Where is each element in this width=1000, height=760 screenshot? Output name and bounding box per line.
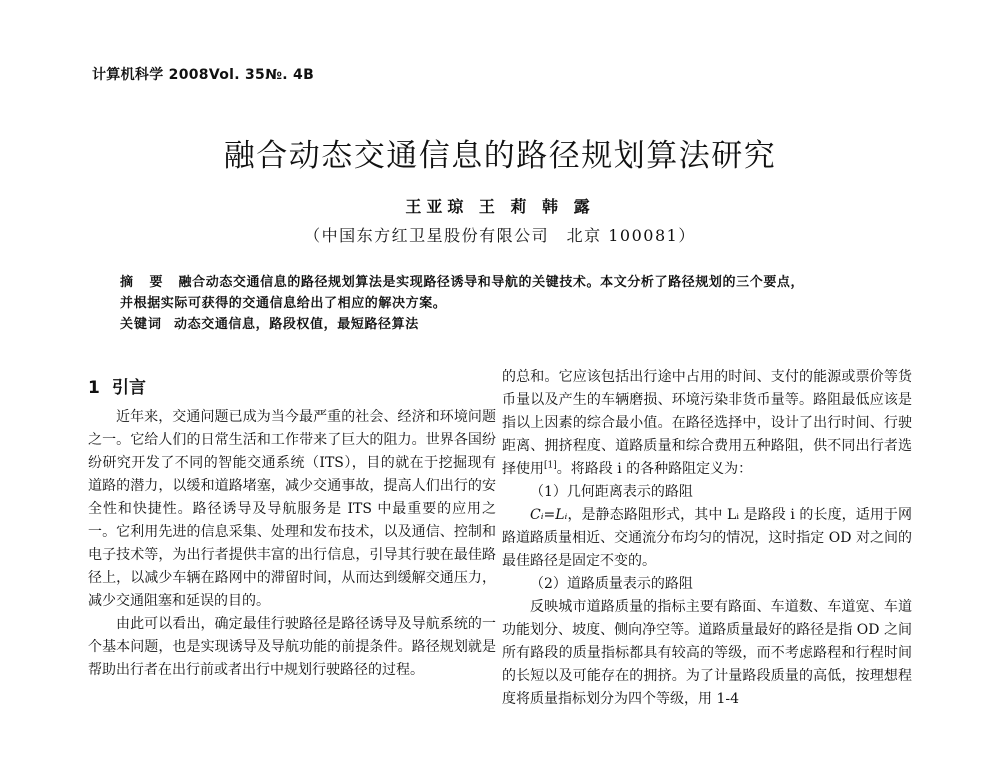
abstract-line-1 (120, 272, 910, 293)
abstract-label: 摘 要 (120, 275, 169, 290)
right-paragraph-1-text: 的总和。它应该包括出行途中占用的时间、支付的能源或票价等货币量以及产生的车辆磨损、环境污染非货币量等。路阻最低应该是指以上因素的综合最小值。在路径选择中，设计了出行时间、行驶距离、拥挤程度、道路质量和综合费用五种路阻，供不同出行者选择使用 (502, 369, 912, 477)
paper-title: 融合动态交通信息的路径规划算法研究 (223, 138, 777, 174)
list-item-road-quality: （2）道路质量表示的路阻 (530, 576, 693, 592)
section-heading (88, 370, 496, 406)
section-title: 引言 (112, 378, 146, 398)
journal-header: 计算机科学 2008Vol. 35№. 4B (92, 67, 315, 83)
formula-lhs: Cᵢ=Lᵢ (530, 507, 568, 523)
abstract-text-1: 融合动态交通信息的路径规划算法是实现路径诱导和导航的关键技术。本文分析了路径规划的三个要点， (178, 275, 805, 290)
citation-ref: [1] (544, 460, 557, 471)
keywords-label: 关键词 (120, 317, 163, 332)
right-paragraph-last: 反映城市道路质量的指标主要有路面、车道数、车道宽、车道功能划分、坡度、侧向净空等。道路质量最好的路径是指 OD 之间所有路段的质量指标都具有较高的等级，而不考虑路程和行程时间的长短以及可能存在的拥挤。为了计量路段质量的高低，按理想程度将质量指标划分为四个等级，用 1-4 (502, 599, 912, 707)
abstract-block (120, 272, 910, 335)
keywords-line (120, 314, 910, 335)
abstract-text-2: 并根据实际可获得的交通信息给出了相应的解决方案。 (120, 296, 447, 311)
abstract-line-2 (120, 293, 910, 314)
left-column (88, 370, 496, 682)
right-paragraph-1-tail: 。将路段 i 的各种路阻定义为： (556, 461, 753, 477)
list-item-geometric-distance: （1）几何距离表示的路阻 (530, 484, 693, 500)
formula-text: ，是静态路阻形式，其中 Lᵢ 是路段 i 的长度，适用于网路道路质量相近、交通流分布均匀的情况，这时指定 OD 对之间的最佳路径是固定不变的。 (502, 507, 912, 569)
keywords-text: 动态交通信息，路段权值，最短路径算法 (174, 317, 419, 332)
right-paragraph-1 (502, 366, 912, 481)
section-number: 1 (88, 378, 100, 398)
intro-paragraph-2: 由此可以看出，确定最佳行驶路径是路径诱导及导航系统的一个基本问题，也是实现诱导及导航功能的前提条件。路径规划就是帮助出行者在出行前或者出行中规划行驶路径的过程。 (88, 616, 496, 678)
formula-paragraph (502, 504, 912, 573)
affiliation: （中国东方红卫星股份有限公司 北京 100081） (304, 226, 696, 245)
right-column (502, 366, 912, 711)
authors: 王亚琼 王 莉 韩 露 (405, 197, 595, 216)
intro-paragraph-1: 近年来，交通问题已成为当今最严重的社会、经济和环境问题之一。它给人们的日常生活和工作带来了巨大的阻力。世界各国纷纷研究开发了不同的智能交通系统（ITS），目的就在于挖掘现有道路的潜力，以缓和道路堵塞，减少交通事故，提高人们出行的安全性和快捷性。路径诱导及导航服务是 ITS 中最重要的应用之一。它利用先进的信息采集、处理和发布技术，以及通信、控制和电子技术等，为出行者提供丰富的出行信息，引导其行驶在最佳路径上，以减少车辆在路网中的滞留时间，从而达到缓解交通压力，减少交通阻塞和延误的目的。 (88, 409, 496, 609)
